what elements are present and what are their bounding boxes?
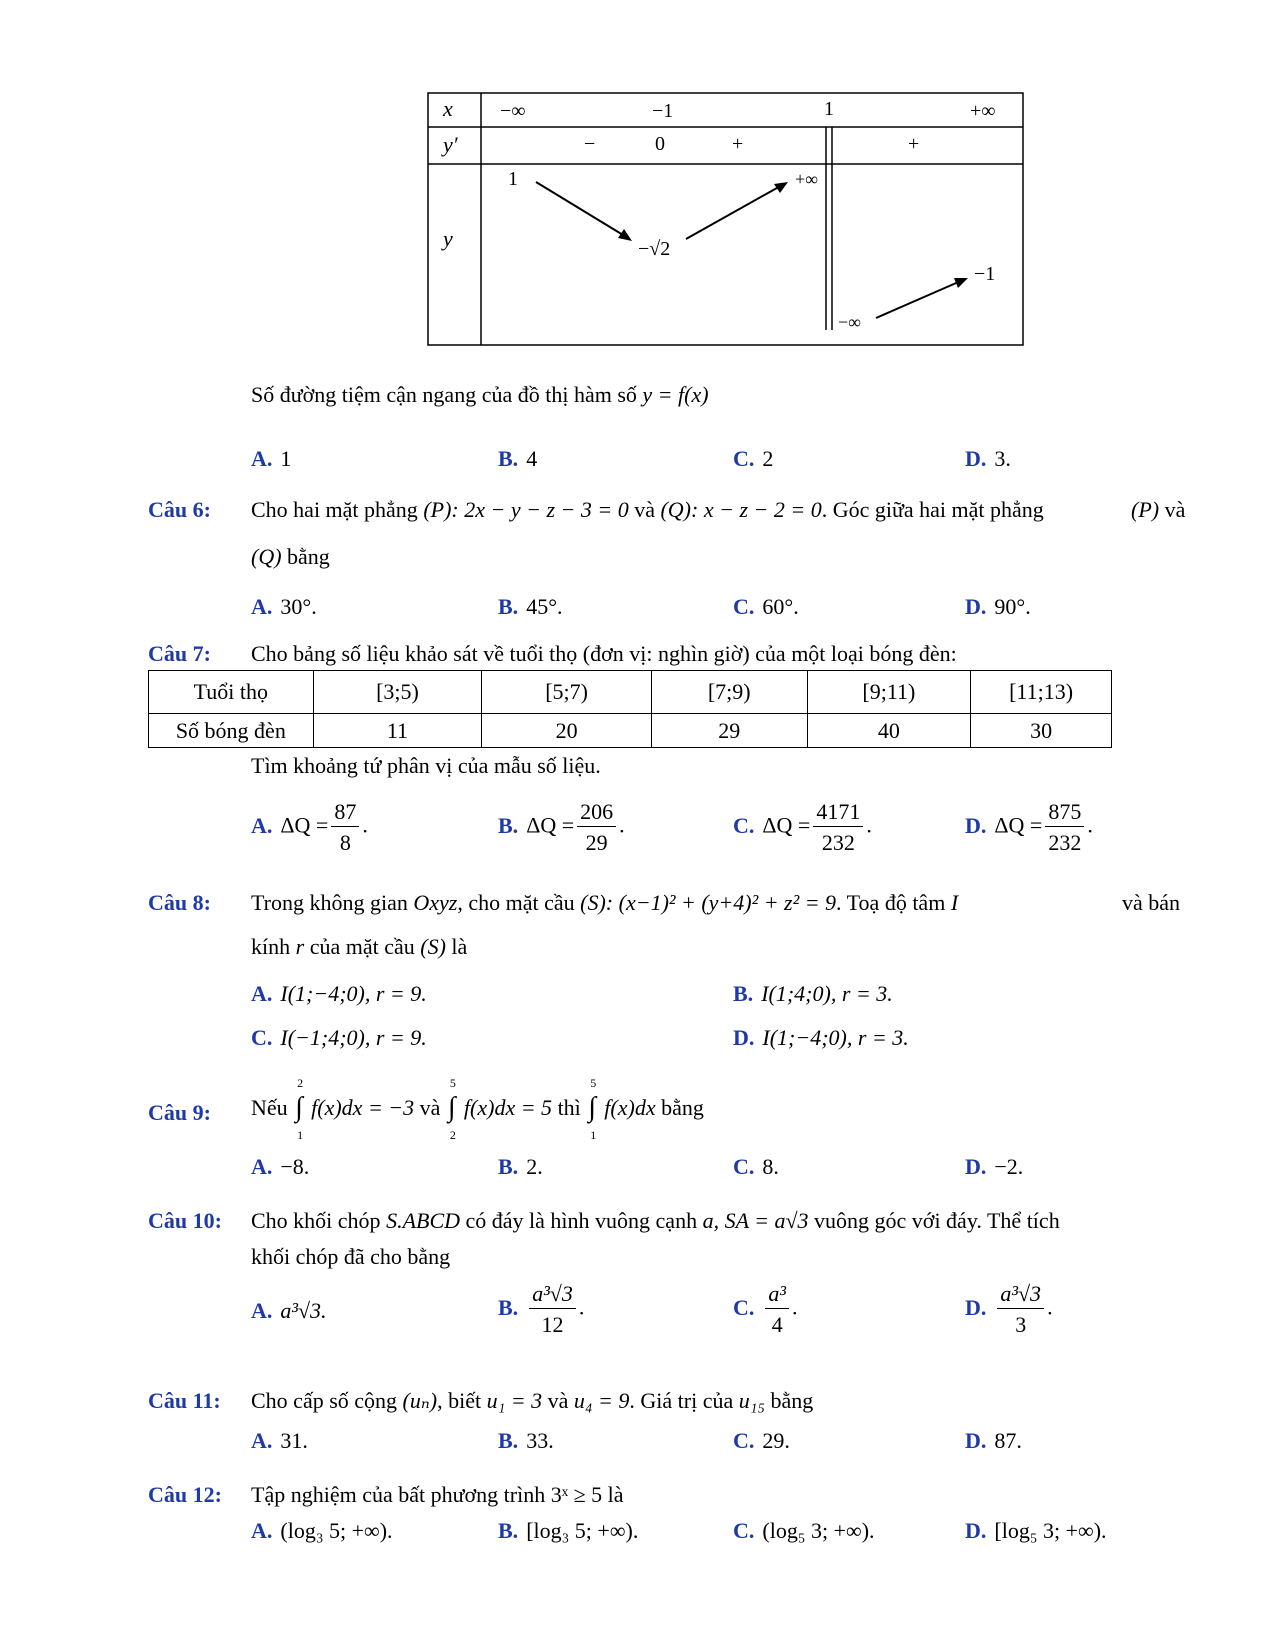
q7-option-c[interactable]: C. ΔQ = $\frac{4171}{232}$ . — [733, 799, 872, 856]
y-value: +∞ — [795, 169, 818, 189]
table-cell: [9;11) — [807, 671, 971, 714]
q10-label: Câu 10: — [148, 1208, 222, 1233]
q6-option-b[interactable]: B. 45°. — [498, 594, 563, 619]
q6-label: Câu 6: — [148, 497, 211, 522]
q7-option-a[interactable]: A. ΔQ = $\frac{87}{8}$ . — [251, 799, 368, 856]
table-cell: 20 — [482, 714, 652, 748]
row-yprime-label: y′ — [443, 132, 458, 157]
q8-line1: Trong không gian Oxyz, cho mặt cầu (S): (x−1)² + (y+4)² + z² = 9. Toạ độ tâm I — [251, 890, 959, 915]
q8-option-c[interactable]: C. I(−1;4;0), r = 9. — [251, 1025, 427, 1050]
arrowhead-3 — [954, 278, 968, 288]
yp-sign: + — [732, 133, 744, 155]
table-cell: [11;13) — [971, 671, 1112, 714]
variation-table — [0, 0, 1275, 360]
q9-prompt: Nếu 2 ∫ 1 f(x)dx = −3 và 5 ∫ 2 f(x)dx = 5 thì 5 ∫ 1 f(x)dx bằng — [251, 1076, 704, 1142]
lifespan-table — [148, 670, 1112, 748]
q12-option-b[interactable]: B. [log₃ 5; +∞). — [498, 1518, 639, 1543]
q7-question: Tìm khoảng tứ phân vị của mẫu số liệu. — [251, 753, 601, 778]
arrow-up-1 — [686, 184, 784, 239]
q6-option-c[interactable]: C. 60°. — [733, 594, 799, 619]
q12-option-d[interactable]: D. [log₅ 3; +∞). — [965, 1518, 1107, 1543]
y-value: −√2 — [638, 238, 671, 260]
q11-option-c[interactable]: C. 29. — [733, 1428, 790, 1453]
q11-option-d[interactable]: D. 87. — [965, 1428, 1022, 1453]
yp-sign: + — [908, 133, 920, 155]
q10-option-c[interactable]: C. $\frac{\text{a³}}{4}$ . — [733, 1281, 798, 1338]
table-cell: 29 — [651, 714, 807, 748]
q6-line1: Cho hai mặt phẳng (P): 2x − y − z − 3 = 0 và (Q): x − z − 2 = 0. Góc giữa hai mặt phẳng — [251, 497, 1044, 522]
table-cell: 40 — [807, 714, 971, 748]
q9-option-a[interactable]: A. −8. — [251, 1154, 310, 1179]
q9-option-d[interactable]: D. −2. — [965, 1154, 1024, 1179]
q5-prompt: Số đường tiệm cận ngang của đồ thị hàm số y = f(x) — [251, 382, 709, 407]
table-cell: 11 — [313, 714, 482, 748]
arrow-up-2 — [876, 280, 963, 318]
q8-line1-end: và bán — [1122, 890, 1181, 915]
yp-sign: 0 — [655, 133, 665, 155]
table-cell: 30 — [971, 714, 1112, 748]
arrowhead-1 — [618, 229, 632, 241]
q8-option-d[interactable]: D. I(1;−4;0), r = 3. — [733, 1025, 909, 1050]
y-value: 1 — [508, 168, 518, 190]
q12-option-a[interactable]: A. (log₃ 5; +∞). — [251, 1518, 393, 1543]
q8-option-b[interactable]: B. I(1;4;0), r = 3. — [733, 981, 893, 1006]
table-header: Số bóng đèn — [149, 714, 314, 748]
integral-1: 2 ∫ 1 — [295, 1076, 304, 1142]
q11-option-a[interactable]: A. 31. — [251, 1428, 308, 1453]
q6-line1-end: (P) và — [1131, 497, 1186, 522]
q5-option-b[interactable]: B. 4 — [498, 446, 538, 471]
arrow-down-1 — [536, 182, 628, 238]
row-x-label: x — [443, 96, 453, 121]
q11-prompt: Cho cấp số cộng (uₙ), biết u₁ = 3 và u₄ = 9. Giá trị của u₁₅ bằng — [251, 1388, 814, 1413]
q9-label: Câu 9: — [148, 1100, 211, 1125]
q7-prompt: Cho bảng số liệu khảo sát về tuổi thọ (đơn vị: nghìn giờ) của một loại bóng đèn: — [251, 641, 957, 666]
table-header: Tuổi thọ — [149, 671, 314, 714]
q10-option-d[interactable]: D. $\frac{\text{a³√3}}{3}$ . — [965, 1281, 1053, 1338]
integral-3: 5 ∫ 1 — [588, 1076, 597, 1142]
x-value: +∞ — [970, 100, 996, 122]
q7-label: Câu 7: — [148, 641, 211, 666]
x-value: 1 — [824, 98, 834, 120]
q8-label: Câu 8: — [148, 890, 211, 915]
q7-option-b[interactable]: B. ΔQ = $\frac{206}{29}$ . — [498, 799, 625, 856]
q9-option-b[interactable]: B. 2. — [498, 1154, 543, 1179]
q10-option-a[interactable]: A. a³√3. — [251, 1298, 327, 1323]
q6-option-d[interactable]: D. 90°. — [965, 594, 1031, 619]
x-value: −1 — [652, 100, 674, 122]
table-cell: [3;5) — [313, 671, 482, 714]
q11-option-b[interactable]: B. 33. — [498, 1428, 554, 1453]
q12-prompt: Tập nghiệm của bất phương trình 3ˣ ≥ 5 là — [251, 1482, 624, 1507]
q10-line2: khối chóp đã cho bằng — [251, 1244, 451, 1269]
q10-line1: Cho khối chóp S.ABCD có đáy là hình vuông cạnh a, SA = a√3 vuông góc với đáy. Thể tích — [251, 1208, 1060, 1233]
q5-option-a[interactable]: A. 1 — [251, 446, 292, 471]
q5-option-c[interactable]: C. 2 — [733, 446, 774, 471]
q5-option-d[interactable]: D. 3. — [965, 446, 1011, 471]
q8-line2: kính r của mặt cầu (S) là — [251, 934, 468, 959]
table-cell: [7;9) — [651, 671, 807, 714]
q6-line2: (Q) bằng — [251, 544, 330, 569]
q8-option-a[interactable]: A. I(1;−4;0), r = 9. — [251, 981, 427, 1006]
x-value: −∞ — [500, 100, 526, 122]
y-value: −∞ — [838, 312, 861, 332]
q9-option-c[interactable]: C. 8. — [733, 1154, 779, 1179]
q10-option-b[interactable]: B. $\frac{\text{a³√3}}{12}$ . — [498, 1281, 585, 1338]
y-value: −1 — [974, 263, 996, 285]
q6-option-a[interactable]: A. 30°. — [251, 594, 317, 619]
integral-2: 5 ∫ 2 — [447, 1076, 456, 1142]
yp-sign: − — [584, 133, 596, 155]
q12-label: Câu 12: — [148, 1482, 222, 1507]
q12-option-c[interactable]: C. (log₅ 3; +∞). — [733, 1518, 875, 1543]
row-y-label: y — [443, 226, 453, 251]
q7-option-d[interactable]: D. ΔQ = $\frac{875}{232}$ . — [965, 799, 1093, 856]
q11-label: Câu 11: — [148, 1388, 221, 1413]
table-cell: [5;7) — [482, 671, 652, 714]
